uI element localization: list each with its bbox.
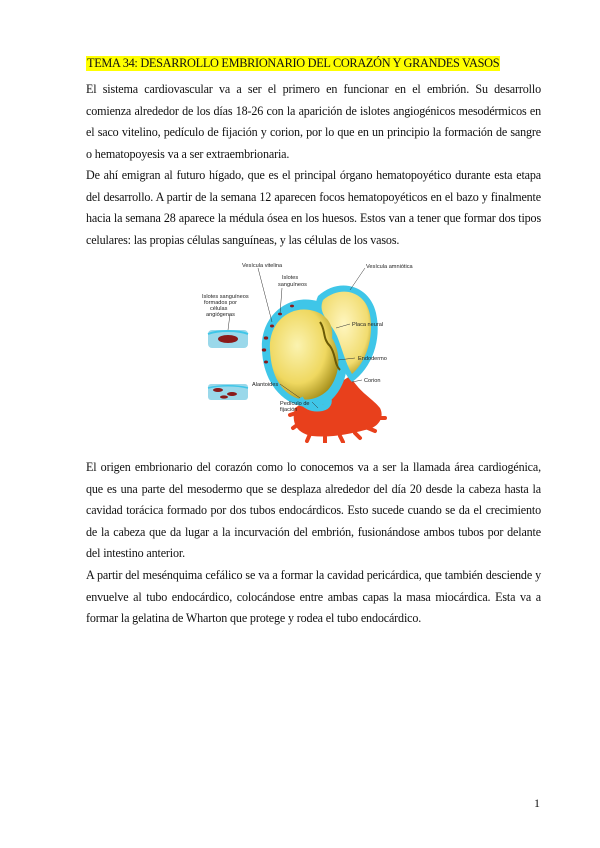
label-islotes-formados-3: células xyxy=(210,306,228,312)
paragraph-hematopoiesis: De ahí emigran al futuro hígado, que es el principal órgano hematopoyético durante esta etapa del desarrollo. A partir de la semana 12 aparecen focos hematopoyéticos en el bazo y finalmente hacia la semana 28 aparece la médula ósea en los huesos. Estos van a tener que formar dos tipos celulares: las propias células sanguíneas, y las células de los vasos. xyxy=(86,168,541,247)
label-islotes-formados-4: angiógenas xyxy=(206,312,235,318)
label-pediculo-1: Pedículo de xyxy=(280,401,310,407)
embryo-diagram xyxy=(200,258,430,443)
label-endodermo: Endodermo xyxy=(358,356,387,362)
label-placa-neural: Placa neural xyxy=(352,322,384,328)
label-corion: Corion xyxy=(364,378,381,384)
paragraph-pericardial-cavity: A partir del mesénquima cefálico se va a formar la cavidad pericárdica, que también desciende y envuelve al tubo endocárdico, colocándose entre ambas capas la masa miocárdica. Esta va a formar la gelatina de Wharton que protege y rodea el tubo endocárdico. xyxy=(86,568,541,626)
label-islotes-2: sanguíneos xyxy=(278,282,307,288)
paragraph-cardiogenic-area: El origen embrionario del corazón como lo conocemos va a ser la llamada área cardiogénica, que es una parte del mesodermo que se desplaza alrededor del día 20 desde la cabeza hasta la cavidad torácica formado por dos tubos endocárdicos. Esto sucede cuando se da el crecimiento de la cabeza que da lugar a la incurvación del embrión, fusionándose ambos tubos por delante del intestino anterior. xyxy=(86,460,541,561)
inset-vessels xyxy=(208,384,248,400)
label-vesicula-amniotica: Vesícula amniótica xyxy=(366,264,413,270)
label-alantoides: Alantoides xyxy=(252,382,279,388)
embryo-diagram-svg xyxy=(200,258,430,443)
page-number: 1 xyxy=(534,796,540,810)
label-islotes-formados-1: Islotes sanguíneos xyxy=(202,294,249,300)
label-pediculo-2: fijación xyxy=(280,407,298,413)
paragraph-intro: El sistema cardiovascular va a ser el primero en funcionar en el embrión. Su desarrollo comienza alrededor de los días 18-26 con la aparición de islotes angiogénicos mesodérmicos en el saco vitelino, pedículo de fijación y corion, por lo que en un principio la formación de sangre o hematopoyesis va a ser extraembrionaria. xyxy=(86,82,541,161)
label-islotes-formados-2: formados por xyxy=(204,300,237,306)
inset-blood-island xyxy=(208,330,248,348)
label-islotes-1: Islotes xyxy=(282,275,299,281)
page-title: TEMA 34: DESARROLLO EMBRIONARIO DEL CORAZÓN Y GRANDES VASOS xyxy=(87,56,500,70)
label-vesicula-vitelina: Vesícula vitelina xyxy=(242,263,283,269)
